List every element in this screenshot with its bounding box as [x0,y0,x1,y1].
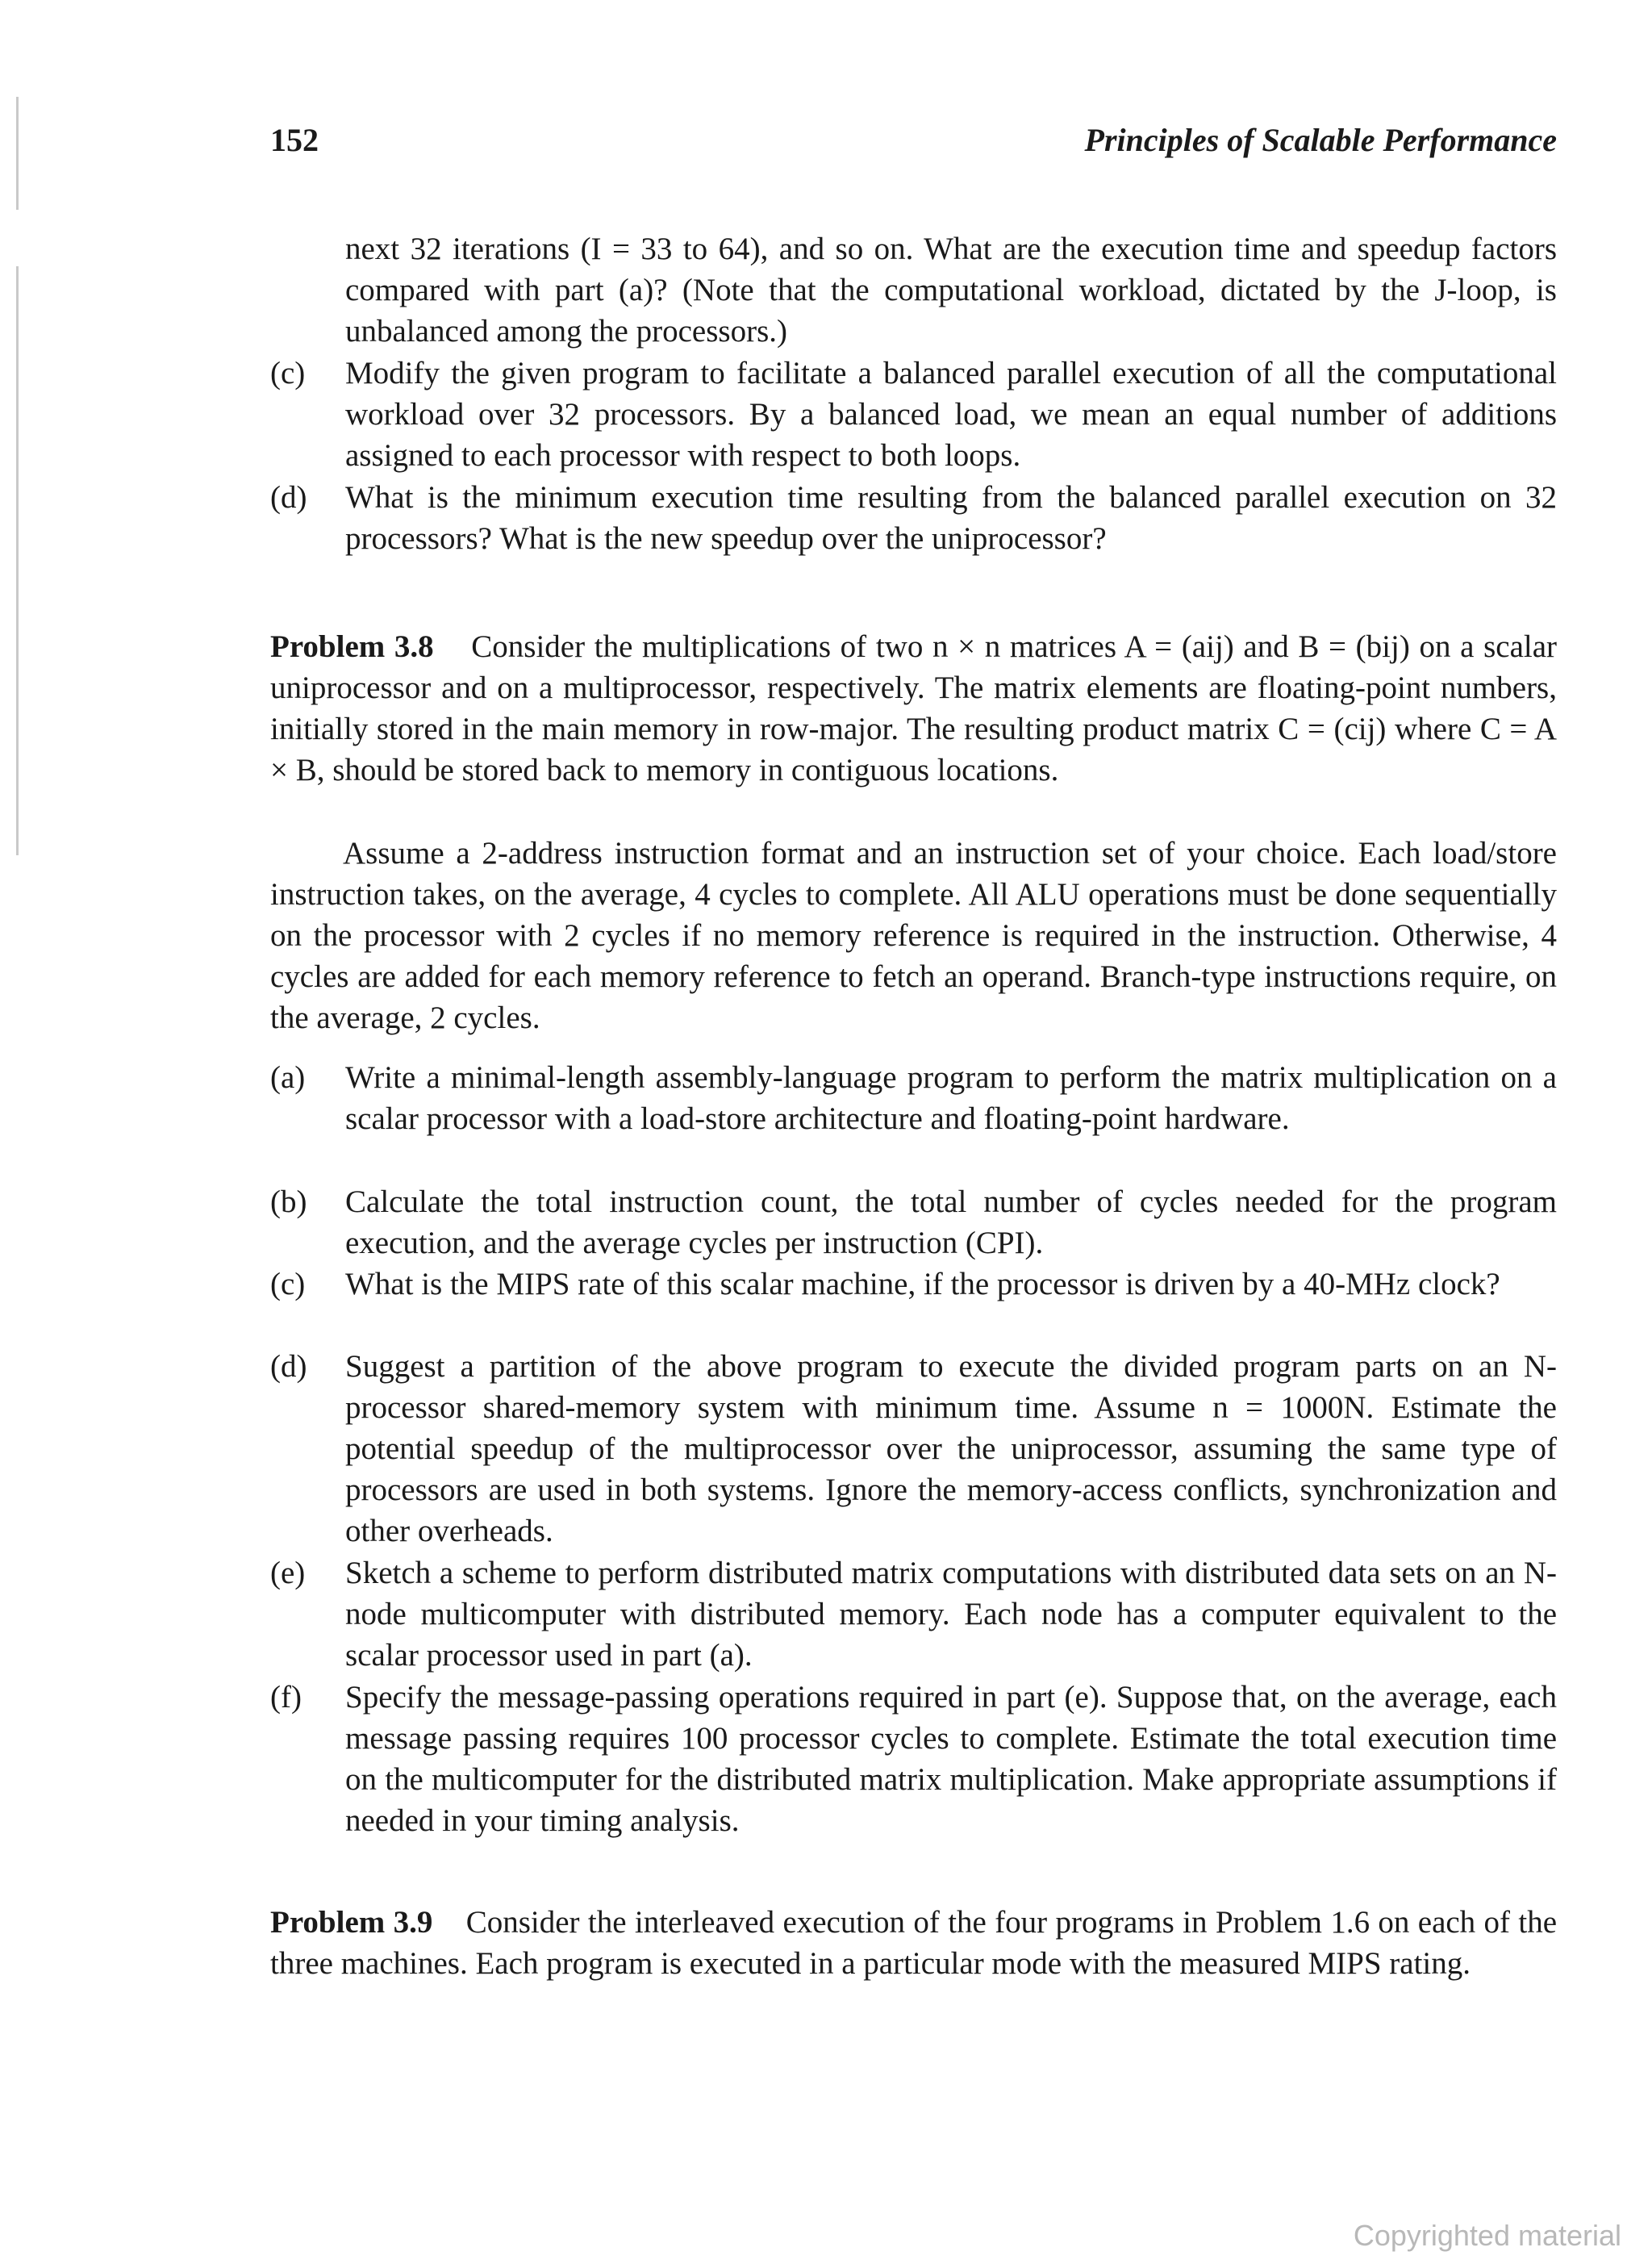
page-number: 152 [270,122,319,158]
item-text: Calculate the total instruction count, the total number of cycles needed for the program execution, and the average cycles per instruction (CPI). [345,1184,1557,1260]
item-marker: (d) [270,480,307,515]
problem-3-9 [270,1902,1557,1984]
scan-edge-line [16,97,19,210]
running-title: Principles of Scalable Performance [1084,122,1557,158]
copyright-watermark: Copyrighted material [1353,2219,1621,2252]
item-text: Modify the given program to facilitate a balanced parallel execution of all the computational workload over 32 processors. By a balanced load, we mean an equal number of additions assigned to each processor with respect to both loops. [345,356,1557,473]
list-item [270,1677,1557,1841]
problem-text: Consider the multiplications of two n × n matrices A = (aij) and B = (bij) on a scalar uniprocessor and on a multiprocessor, respectively. The matrix elements are floating-point numbers, initially stored in the main memory in row-major. The resulting product matrix C = (cij) where C = A × B, should be stored back to memory in contiguous locations. [270,629,1558,787]
item-marker: (f) [270,1680,302,1715]
list-item [270,477,1557,559]
problem-3-8-intro [270,626,1557,791]
problem-3-8-paragraph: Assume a 2-address instruction format and an instruction set of your choice. Each load/store instruction takes, on the average, 4 cycles to complete. All ALU operations must be done sequentially on the processor with 2 cycles if no memory reference is required in the instruction. Otherwise, 4 cycles are added for each memory reference to fetch an operand. Branch-type instructions require, on the average, 2 cycles. [270,836,1557,1035]
list-item [270,1057,1557,1139]
list-item [270,1264,1557,1305]
list-item [270,1181,1557,1264]
list-item [270,1346,1557,1552]
item-marker: (b) [270,1184,307,1219]
item-text: Write a minimal-length assembly-language program to perform the matrix multiplication on a scalar processor with a load-store architecture and floating-point hardware. [345,1060,1557,1136]
continuation-part-b: next 32 iterations (I = 33 to 64), and so on. What are the execution time and speedup factors compared with part (a)? (Note that the computational workload, dictated by the J-loop, is unbalanced among the processors.) [345,232,1557,349]
page-header [270,121,1557,169]
item-text: What is the MIPS rate of this scalar machine, if the processor is driven by a 40-MHz clock? [345,1267,1500,1301]
scan-edge-line [16,266,19,855]
item-text: Suggest a partition of the above program to execute the divided program parts on an N-processor shared-memory system with minimum time. Assume n = 1000N. Estimate the potential speedup of the multiprocessor over the uniprocessor, assuming the same type of processors are used in both systems. Ignore the memory-access conflicts, synchronization and other overheads. [345,1349,1557,1548]
problem-label: Problem 3.8 [270,629,434,664]
item-marker: (e) [270,1556,306,1590]
item-marker: (c) [270,356,306,391]
list-item [270,1552,1557,1676]
item-marker: (a) [270,1060,306,1095]
item-marker: (d) [270,1349,307,1384]
item-text: What is the minimum execution time resulting from the balanced parallel execution on 32 processors? What is the new speedup over the uniprocessor? [345,480,1557,556]
item-marker: (c) [270,1267,306,1301]
list-item [270,353,1557,476]
item-text: Specify the message-passing operations required in part (e). Suppose that, on the average, each message passing requires 100 processor cycles to complete. Estimate the total execution time on the multicomputer for the distributed matrix multiplication. Make appropriate assumptions if needed in your timing analysis. [345,1680,1557,1838]
item-text: Sketch a scheme to perform distributed matrix computations with distributed data sets on an N-node multicomputer with distributed memory. Each node has a computer equivalent to the scalar processor used in part (a). [345,1556,1557,1673]
problem-label: Problem 3.9 [270,1905,433,1940]
problem-text: Consider the interleaved execution of the four programs in Problem 1.6 on each of the three machines. Each program is executed in a particular mode with the measured MIPS rating. [270,1905,1557,1981]
